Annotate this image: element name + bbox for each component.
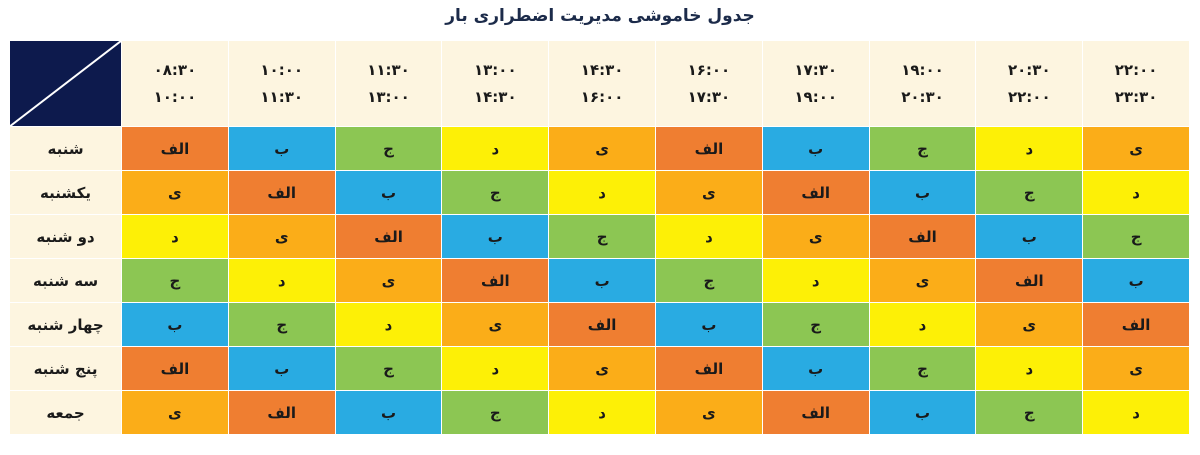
schedule-cell: د (1083, 391, 1190, 435)
schedule-cell: د (656, 215, 763, 259)
corner-cell (10, 41, 122, 127)
table-row (10, 215, 1190, 259)
table-row (10, 259, 1190, 303)
time-slot-start: ۱۰:۰۰ (260, 60, 304, 79)
schedule-cell: ی (335, 259, 442, 303)
schedule-cell: الف (762, 171, 869, 215)
schedule-cell: الف (122, 127, 229, 171)
schedule-cell: ی (869, 259, 976, 303)
time-slot-end: ۲۲:۰۰ (1007, 87, 1051, 106)
schedule-cell: د (869, 303, 976, 347)
schedule-cell: ج (335, 127, 442, 171)
schedule-cell: ب (762, 127, 869, 171)
page-title: جدول خاموشی مدیریت اضطراری بار (445, 6, 755, 26)
schedule-cell: الف (869, 215, 976, 259)
diagonal-line-icon (10, 41, 121, 126)
schedule-cell: ی (656, 171, 763, 215)
schedule-cell: ب (335, 171, 442, 215)
schedule-cell: الف (656, 127, 763, 171)
schedule-cell: الف (122, 347, 229, 391)
schedule-cell: ج (869, 127, 976, 171)
time-slot-header (1083, 41, 1190, 127)
schedule-cell: ب (549, 259, 656, 303)
time-slot-start: ۱۹:۰۰ (901, 60, 944, 79)
schedule-cell: ی (762, 215, 869, 259)
table-header-row (10, 41, 1190, 127)
schedule-cell: ب (762, 347, 869, 391)
schedule-cell: ب (228, 127, 335, 171)
schedule-cell: د (976, 127, 1083, 171)
table-header (10, 41, 1190, 127)
time-slot-header (869, 41, 976, 127)
schedule-cell: ج (656, 259, 763, 303)
schedule-cell: ب (869, 391, 976, 435)
schedule-table-container (10, 40, 1190, 435)
schedule-cell: ج (442, 171, 549, 215)
time-slot-start: ۱۱:۳۰ (367, 60, 410, 79)
time-slot-header (762, 41, 869, 127)
schedule-cell: د (762, 259, 869, 303)
time-slot-header (122, 41, 229, 127)
schedule-cell: د (549, 171, 656, 215)
schedule-cell: ج (442, 391, 549, 435)
schedule-cell: د (442, 347, 549, 391)
schedule-cell: ج (228, 303, 335, 347)
schedule-cell: د (442, 127, 549, 171)
table-row (10, 127, 1190, 171)
time-slot-start: ۱۷:۳۰ (794, 60, 838, 79)
schedule-cell: د (1083, 171, 1190, 215)
day-label: جمعه (10, 391, 122, 435)
schedule-cell: ی (1083, 127, 1190, 171)
schedule-cell: ج (1083, 215, 1190, 259)
schedule-cell: ب (122, 303, 229, 347)
schedule-cell: ج (976, 391, 1083, 435)
schedule-cell: ب (656, 303, 763, 347)
schedule-cell: ی (656, 391, 763, 435)
day-label: سه شنبه (10, 259, 122, 303)
schedule-cell: ب (228, 347, 335, 391)
schedule-cell: ب (335, 391, 442, 435)
table-row (10, 171, 1190, 215)
time-slot-end: ۱۰:۰۰ (153, 87, 197, 106)
schedule-cell: ج (122, 259, 229, 303)
schedule-cell: د (335, 303, 442, 347)
time-slot-start: ۱۳:۰۰ (474, 60, 517, 79)
time-slot-end: ۱۷:۳۰ (687, 87, 731, 106)
time-slot-header (442, 41, 549, 127)
time-slot-header (976, 41, 1083, 127)
time-slot-header (335, 41, 442, 127)
schedule-cell: الف (335, 215, 442, 259)
schedule-cell: ی (228, 215, 335, 259)
table-row (10, 303, 1190, 347)
schedule-cell: ی (1083, 347, 1190, 391)
schedule-cell: الف (1083, 303, 1190, 347)
schedule-cell: ی (549, 127, 656, 171)
time-slot-start: ۲۰:۳۰ (1007, 60, 1051, 79)
time-slot-start: ۱۶:۰۰ (687, 60, 731, 79)
schedule-cell: الف (549, 303, 656, 347)
schedule-cell: الف (656, 347, 763, 391)
time-slot-start: ۱۴:۳۰ (580, 60, 624, 79)
schedule-cell: ب (442, 215, 549, 259)
time-slot-end: ۱۹:۰۰ (794, 87, 838, 106)
schedule-cell: الف (442, 259, 549, 303)
time-slot-start: ۰۸:۳۰ (153, 60, 197, 79)
table-row (10, 391, 1190, 435)
time-slot-end: ۱۴:۳۰ (474, 87, 517, 106)
time-slot-end: ۱۶:۰۰ (580, 87, 624, 106)
schedule-cell: د (549, 391, 656, 435)
time-slot-header (656, 41, 763, 127)
day-label: یکشنبه (10, 171, 122, 215)
time-slot-end: ۱۱:۳۰ (260, 87, 304, 106)
schedule-cell: ی (122, 171, 229, 215)
schedule-cell: ج (335, 347, 442, 391)
day-label: پنج شنبه (10, 347, 122, 391)
schedule-cell: ج (869, 347, 976, 391)
day-label: چهار شنبه (10, 303, 122, 347)
table-row (10, 347, 1190, 391)
schedule-cell: ی (122, 391, 229, 435)
time-slot-header (228, 41, 335, 127)
time-slot-start: ۲۲:۰۰ (1114, 60, 1158, 79)
time-slot-end: ۲۳:۳۰ (1114, 87, 1158, 106)
schedule-cell: ی (976, 303, 1083, 347)
schedule-cell: د (122, 215, 229, 259)
schedule-cell: ج (549, 215, 656, 259)
schedule-cell: الف (228, 391, 335, 435)
schedule-cell: الف (976, 259, 1083, 303)
schedule-cell: د (976, 347, 1083, 391)
schedule-cell: الف (228, 171, 335, 215)
schedule-cell: ب (1083, 259, 1190, 303)
day-label: دو شنبه (10, 215, 122, 259)
table-body (10, 127, 1190, 435)
schedule-cell: ی (549, 347, 656, 391)
schedule-cell: ب (869, 171, 976, 215)
blackout-schedule-table (9, 40, 1190, 435)
day-label: شنبه (10, 127, 122, 171)
schedule-cell: ج (762, 303, 869, 347)
schedule-cell: د (228, 259, 335, 303)
schedule-cell: ب (976, 215, 1083, 259)
schedule-cell: الف (762, 391, 869, 435)
schedule-cell: ی (442, 303, 549, 347)
time-slot-header (549, 41, 656, 127)
schedule-cell: ج (976, 171, 1083, 215)
time-slot-end: ۲۰:۳۰ (901, 87, 944, 106)
time-slot-end: ۱۳:۰۰ (367, 87, 410, 106)
